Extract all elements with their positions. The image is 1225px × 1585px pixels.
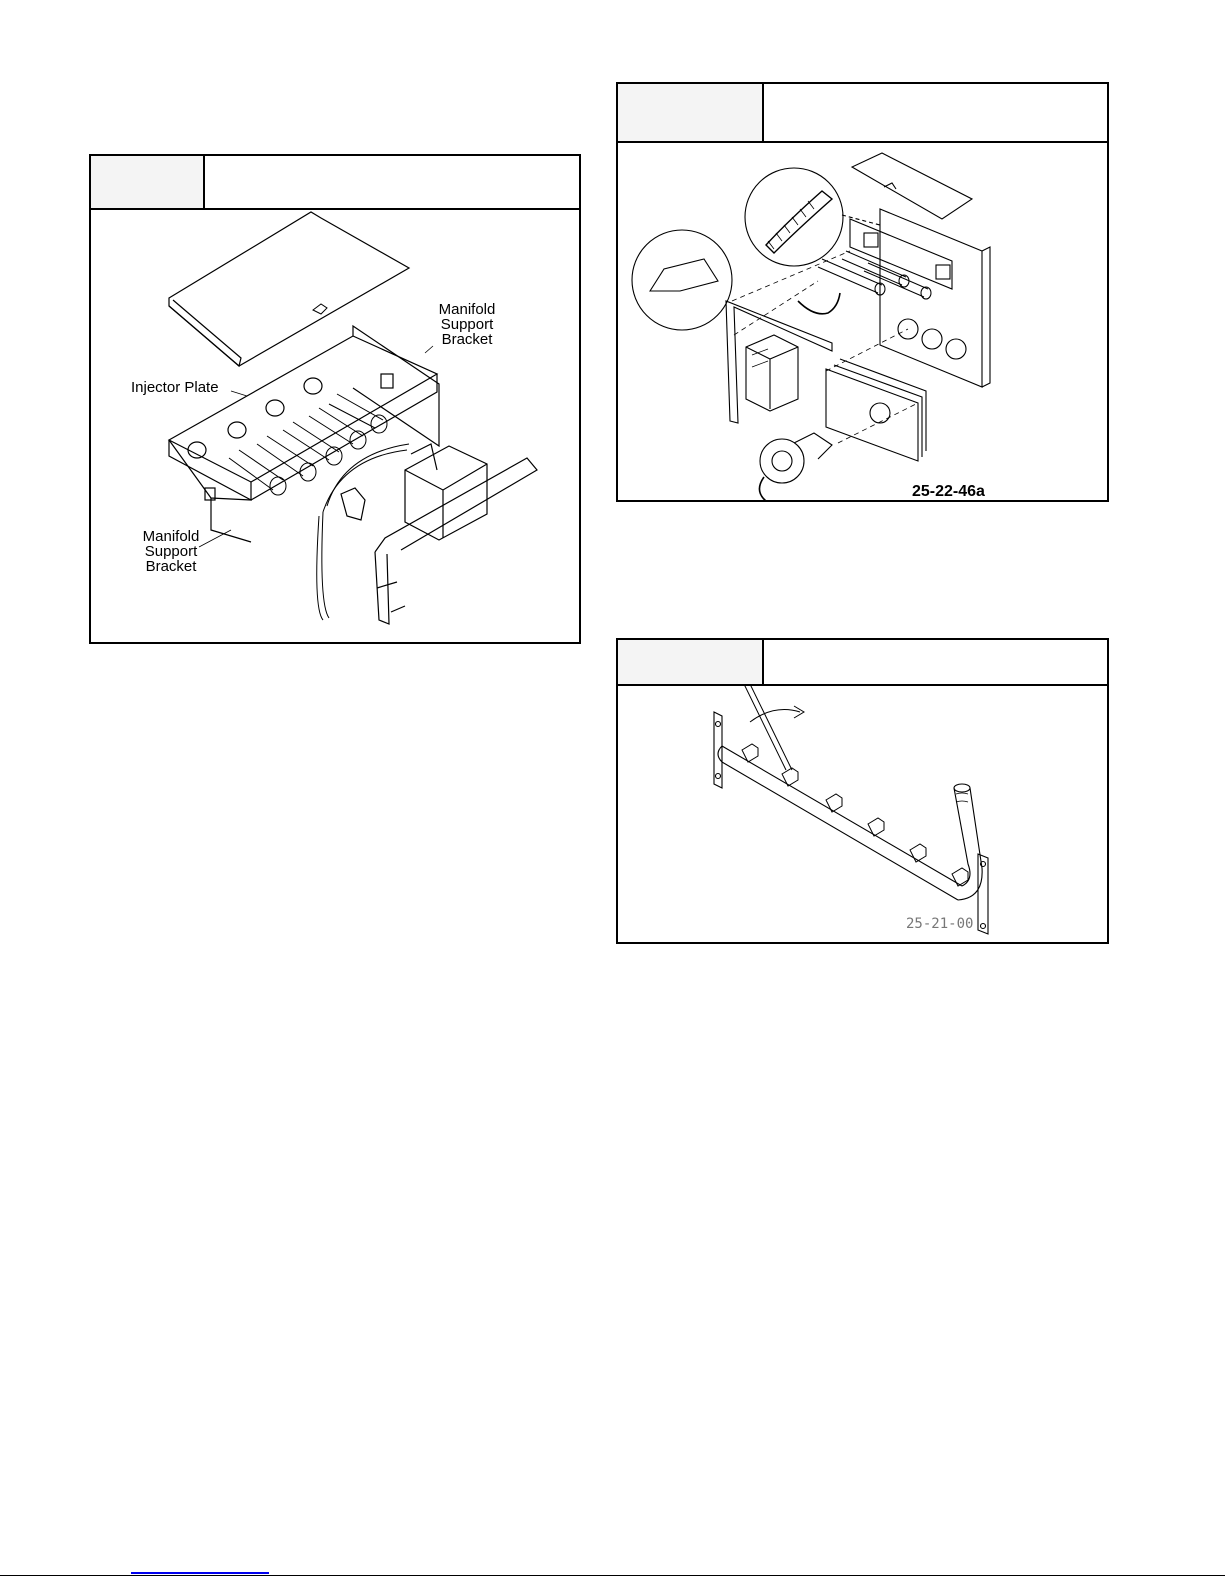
label-injector-plate: Injector Plate — [131, 379, 219, 396]
manifold-pipe — [722, 746, 962, 900]
label-bottom-bracket-1: Manifold — [142, 528, 200, 545]
injector-plate — [169, 336, 437, 482]
gas-manifold-svg — [618, 684, 1107, 942]
gas-manifold-figure-code: 25-21-00 — [906, 916, 974, 932]
figure-number-box — [91, 156, 205, 208]
figure-header — [91, 156, 579, 210]
gas-valve — [405, 446, 487, 540]
figure-drawing — [618, 141, 1107, 500]
figure-manifold-assembly — [89, 154, 581, 644]
figure-number-box — [618, 640, 764, 684]
label-top-bracket-3: Bracket — [441, 331, 493, 348]
manifold-pipe — [375, 458, 537, 552]
figure-drawing — [618, 684, 1107, 942]
orifices — [742, 744, 968, 886]
figure-drawing — [91, 208, 579, 642]
cover-plate — [169, 212, 409, 366]
footer-rule — [0, 1575, 1225, 1576]
gas-valve — [746, 335, 798, 411]
back-panel — [880, 209, 982, 387]
exploded-drawing-svg — [618, 141, 1107, 500]
figure-header — [618, 640, 1107, 686]
right-bracket — [353, 326, 439, 446]
figure-title-box — [764, 640, 1107, 684]
inducer-blower — [760, 439, 804, 483]
figure-gas-manifold — [616, 638, 1109, 944]
figure-number-box — [618, 84, 764, 141]
label-bottom-bracket-2: Support — [144, 543, 198, 560]
label-top-bracket-2: Support — [440, 316, 494, 333]
manifold-drawing-svg — [91, 208, 579, 642]
footer-link-underline[interactable] — [131, 1572, 269, 1574]
figure-header — [618, 84, 1107, 143]
label-bottom-bracket-3: Bracket — [145, 558, 197, 575]
label-top-bracket-1: Manifold — [438, 301, 496, 318]
exploded-figure-code: 25-22-46a — [912, 483, 985, 500]
figure-exploded-assembly — [616, 82, 1109, 502]
figure-title-box — [205, 156, 579, 208]
figure-title-box — [764, 84, 1107, 141]
